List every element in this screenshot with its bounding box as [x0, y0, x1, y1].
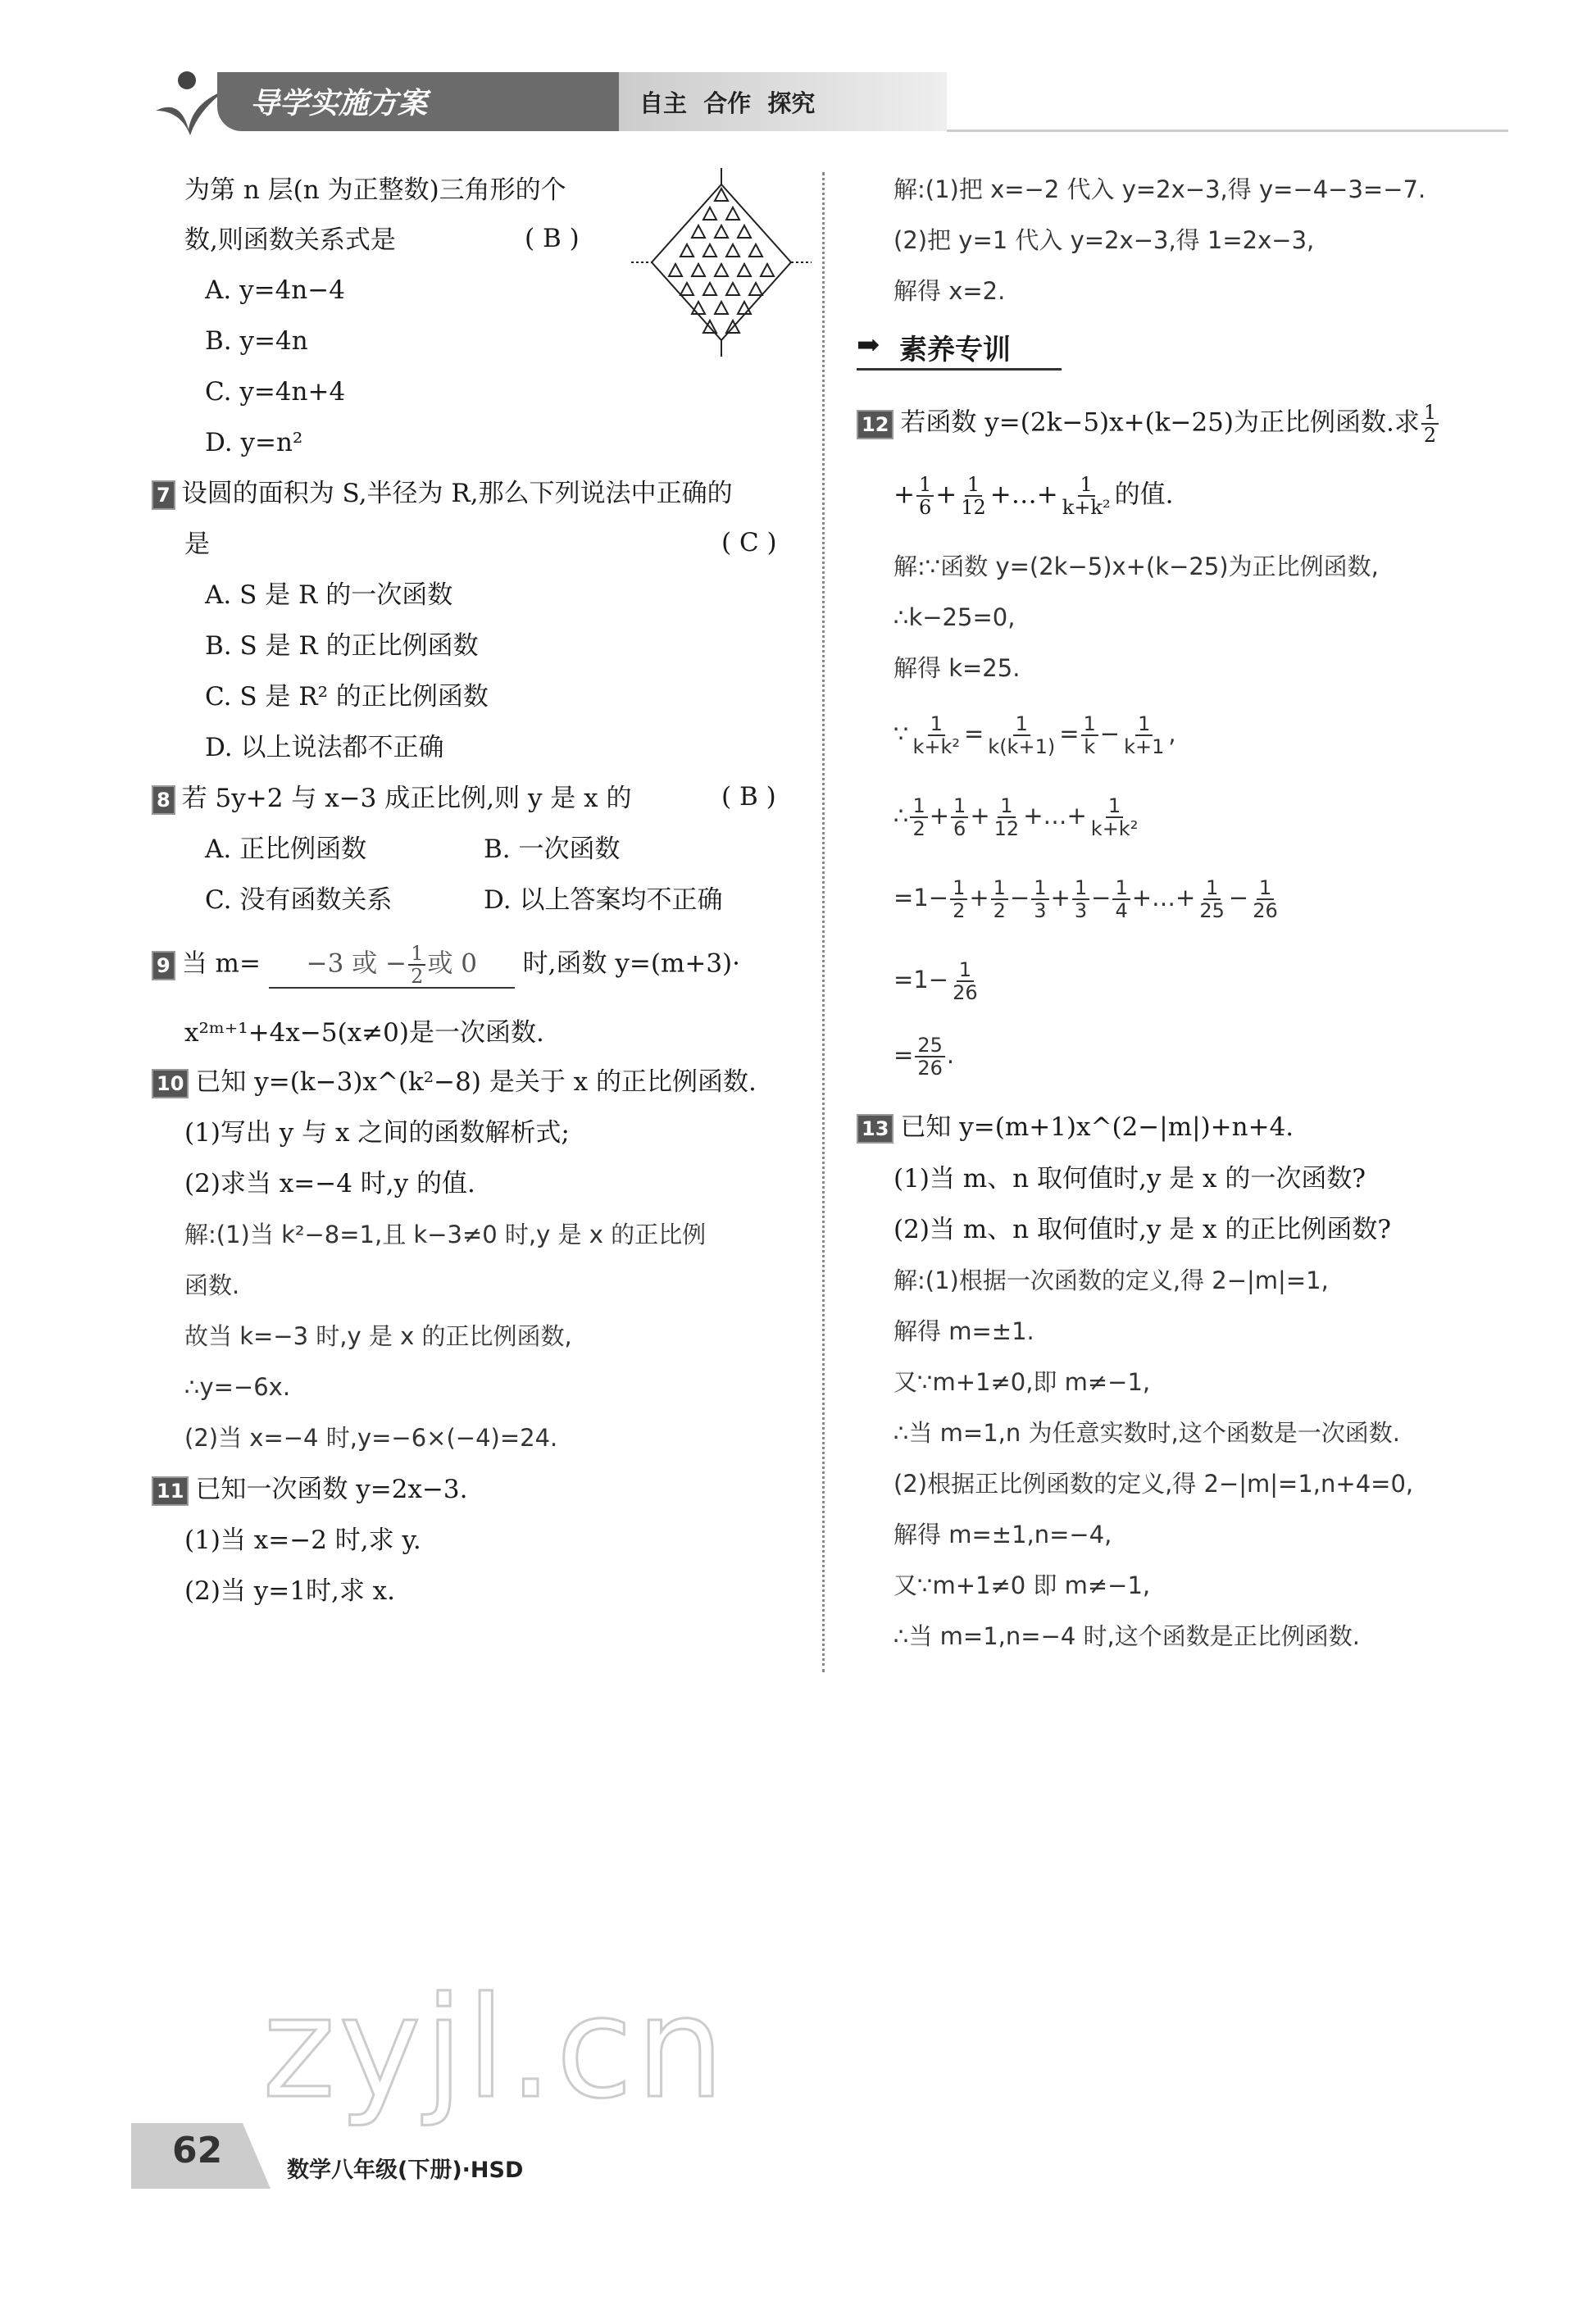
q11-number: 11	[152, 1476, 189, 1506]
q8-option-d: D. 以上答案均不正确	[484, 885, 723, 915]
q7-answer: ( C )	[721, 528, 777, 557]
q13-solution-line6: 解得 m=±1,n=−4,	[893, 1521, 1112, 1548]
q10-sub2: (2)求当 x=−4 时,y 的值.	[184, 1169, 475, 1198]
q7-option-d: D. 以上说法都不正确	[205, 733, 444, 762]
q13-solution-line5: (2)根据正比例函数的定义,得 2−|m|=1,n+4=0,	[893, 1470, 1414, 1498]
q12-equation-4: =1− $\frac{1}{26}$	[893, 958, 978, 1004]
q6-continuation-line1: 为第 n 层(n 为正整数)三角形的个	[184, 175, 566, 205]
q6-option-a: A. y=4n−4	[205, 275, 345, 305]
q7-option-a: A. S 是 R 的一次函数	[205, 580, 453, 610]
q12-stem-line2: + $\frac{1}{6}$ + $\frac{1}{12}$ +…+ $\frac{1}{\text{k+k²}}$ 的值.	[893, 473, 1174, 519]
q12-solution-line1: 解:∵函数 y=(2k−5)x+(k−25)为正比例函数,	[893, 553, 1379, 580]
triangle-pattern-figure	[631, 168, 812, 357]
q9-stem-line2: x²ᵐ⁺¹+4x−5(x≠0)是一次函数.	[184, 1018, 544, 1048]
q11-stem: 11 已知一次函数 y=2x−3.	[152, 1473, 468, 1506]
q13-solution-line7: 又∵m+1≠0 即 m≠−1,	[893, 1571, 1151, 1599]
arrow-right-icon: ➡	[857, 329, 880, 362]
q12-number: 12	[857, 410, 893, 439]
q13-stem: 13 已知 y=(m+1)x^(2−|m|)+n+4.	[857, 1111, 1294, 1144]
q11-solution-line3: 解得 x=2.	[893, 277, 1006, 305]
q13-number: 13	[857, 1114, 893, 1144]
q10-sub1: (1)写出 y 与 x 之间的函数解析式;	[184, 1118, 570, 1148]
q7-option-c: C. S 是 R² 的正比例函数	[205, 682, 489, 712]
q13-solution-line3: 又∵m+1≠0,即 m≠−1,	[893, 1368, 1151, 1396]
q11-solution-line1: 解:(1)把 x=−2 代入 y=2x−3,得 y=−4−3=−7.	[893, 175, 1426, 203]
q8-option-c: C. 没有函数关系	[205, 885, 393, 915]
q12-equation-2: ∴ $\frac{1}{2}$ + $\frac{1}{6}$ + $\frac{1}{12}$ +…+ $\frac{1}{\text{k+k²}}$	[893, 794, 1139, 840]
q11-solution-line2: (2)把 y=1 代入 y=2x−3,得 1=2x−3,	[893, 226, 1315, 254]
section-title: 素养专训	[899, 334, 1011, 366]
q8-option-b: B. 一次函数	[484, 834, 621, 864]
q12-stem: 12 若函数 y=(2k−5)x+(k−25)为正比例函数.求 $\frac{1}{2}$	[857, 402, 1440, 446]
watermark: zyjl.cn	[262, 1967, 728, 2130]
column-divider	[822, 172, 825, 1672]
page-number: 62	[172, 2130, 223, 2171]
q7-stem: 7 设圆的面积为 S,半径为 R,那么下列说法中正确的	[152, 477, 733, 510]
q10-solution-line5: (2)当 x=−4 时,y=−6×(−4)=24.	[184, 1424, 558, 1452]
q8-stem: 8 若 5y+2 与 x−3 成正比例,则 y 是 x 的	[152, 782, 632, 815]
q10-solution-line3: 故当 k=−3 时,y 是 x 的正比例函数,	[184, 1322, 572, 1350]
q7-number: 7	[152, 480, 175, 510]
q10-solution-line2: 函数.	[184, 1271, 240, 1299]
q12-equation-1: ∵ $\frac{1}{\text{k+k²}}$ = $\frac{1}{k(k+1)}$ = $\frac{1}{k}$ − $\frac{1}{k+1}$ ,	[893, 712, 1176, 758]
page-header	[148, 66, 1508, 139]
q13-solution-line8: ∴当 m=1,n=−4 时,这个函数是正比例函数.	[893, 1622, 1360, 1650]
q6-option-b: B. y=4n	[205, 326, 308, 356]
q9-stem: 9 当 m= −3 或 − $\frac{1}{2}$ 或 0 时,函数 y=(m+3)·	[152, 943, 740, 989]
q11-sub1: (1)当 x=−2 时,求 y.	[184, 1526, 421, 1555]
q12-equation-3: =1− $\frac{1}{2}$ + $\frac{1}{2}$ − $\frac{1}{3}$ + $\frac{1}{3}$ − $\frac{1}{4}$ +…+ $\frac{1}{25}$ − $\frac{1}{26}$	[893, 876, 1278, 922]
q12-solution-line3: 解得 k=25.	[893, 654, 1021, 682]
q10-solution-line4: ∴y=−6x.	[184, 1373, 291, 1401]
q6-option-c: C. y=4n+4	[205, 377, 346, 407]
q7-option-b: B. S 是 R 的正比例函数	[205, 631, 479, 661]
q12-frac-1-2: $\frac{1}{2}$	[1421, 402, 1439, 446]
q11-sub2: (2)当 y=1时,求 x.	[184, 1576, 396, 1606]
q6-option-d: D. y=n²	[205, 428, 303, 457]
q8-answer: ( B )	[721, 782, 776, 812]
q12-equation-5: = $\frac{25}{26}$ .	[893, 1034, 955, 1080]
q10-solution-line1: 解:(1)当 k²−8=1,且 k−3≠0 时,y 是 x 的正比例	[184, 1221, 707, 1248]
q13-sub1: (1)当 m、n 取何值时,y 是 x 的一次函数?	[893, 1164, 1366, 1194]
q13-solution-line4: ∴当 m=1,n 为任意实数时,这个函数是一次函数.	[893, 1419, 1400, 1447]
brand-title: 导学实施方案	[250, 87, 428, 121]
q12-solution-line2: ∴k−25=0,	[893, 603, 1016, 631]
section-heading	[857, 324, 1062, 371]
q8-number: 8	[152, 785, 175, 815]
q13-solution-line2: 解得 m=±1.	[893, 1317, 1034, 1345]
book-title: 数学八年级(下册)·HSD	[287, 2158, 524, 2183]
page-footer	[131, 2115, 951, 2213]
q13-sub2: (2)当 m、n 取何值时,y 是 x 的正比例函数?	[893, 1215, 1392, 1244]
q9-number: 9	[152, 951, 175, 980]
q9-answer-blank: −3 或 − $\frac{1}{2}$ 或 0	[269, 943, 515, 989]
q6-answer: ( B )	[525, 224, 580, 253]
q8-option-a: A. 正比例函数	[205, 834, 367, 864]
q10-stem: 10 已知 y=(k−3)x^(k²−8) 是关于 x 的正比例函数.	[152, 1066, 757, 1098]
q10-number: 10	[152, 1069, 189, 1098]
header-tags: 自主 合作 探究	[639, 89, 816, 117]
q6-continuation-line2: 数,则函数关系式是	[184, 225, 396, 255]
q7-stem-line2: 是	[184, 530, 210, 559]
q13-solution-line1: 解:(1)根据一次函数的定义,得 2−|m|=1,	[893, 1266, 1329, 1294]
